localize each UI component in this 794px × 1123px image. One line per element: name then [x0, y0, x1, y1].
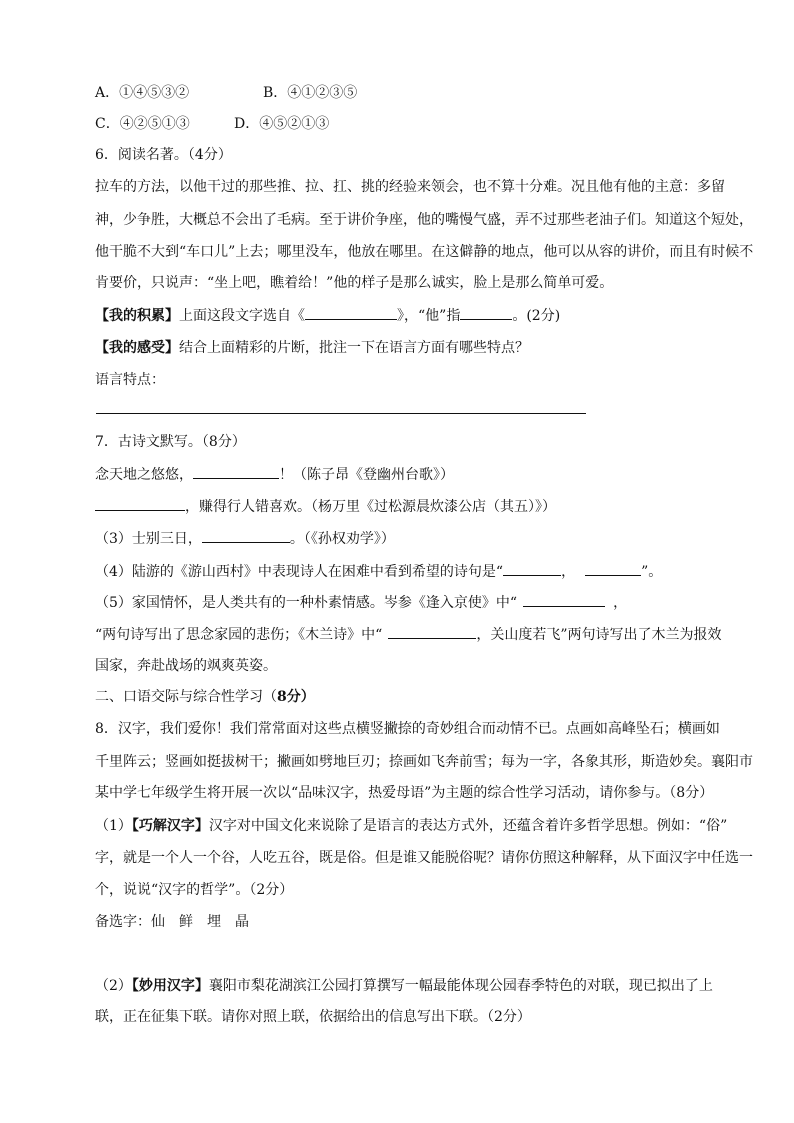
q7-item-5-comma: ，: [613, 595, 628, 611]
q7-item-1-suffix: ！（陈子昂《登幽州台歌》）: [279, 467, 454, 483]
option-d: D．④⑤②①③: [234, 116, 330, 132]
q6-passage-line-4: 肯要价，只说声：“坐上吧，瞧着给！”他的样子是那么诚实，脸上是那么简单可爱。: [95, 275, 614, 291]
q8-sub-1-line-3: 个，说说“汉字的哲学”。（2分）: [95, 882, 294, 898]
section-2-title: [95, 687, 315, 707]
accumulation-tag: 【我的积累】: [95, 308, 179, 324]
option-b: B．④①②③⑤: [263, 85, 358, 101]
q8-sub-2-tag: 【妙用汉字】: [131, 978, 209, 994]
q6-accumulation: [95, 305, 560, 326]
q7-item-6-suffix: ，关山度若飞”两句诗写出了木兰为报效: [476, 627, 722, 643]
q7-blank-5a[interactable]: [523, 592, 605, 607]
q8-sub-1: [95, 816, 727, 836]
q7-title: 7．古诗文默写。（8分）: [95, 434, 246, 450]
q7-item-5-prefix: （5）家国情怀，是人类共有的一种朴素情感。岑参《逢入京使》中“: [95, 595, 518, 611]
section-2-title-text: 二、口语交际与综合性学习（: [95, 689, 277, 705]
accumulation-text-3: 。(2分): [512, 308, 561, 324]
q8-sub-1-line-2: 字，就是一个人一个谷，人吃五谷，既是俗。但是谁又能脱俗呢？请你仿照这种解释，从下面汉字中任选一: [95, 850, 753, 866]
q7-item-1: [95, 464, 454, 485]
q7-item-4-prefix: （4）陆游的《游山西村》中表现诗人在困难中看到希望的诗句是“: [95, 564, 504, 580]
q6-passage-line-2: 神，少争胜，大概总不会出了毛病。至于讲价争座，他的嘴慢气盛，弄不过那些老油子们。知道这个短处，: [95, 212, 753, 228]
q7-item-3-suffix: 。（《孙权劝学》）: [289, 531, 395, 547]
q7-item-4: [95, 561, 662, 582]
q8-intro-line-2: 千里阵云；竖画如挺拔树干；撇画如劈地巨刃；捺画如飞奔前雪；每为一字，各象其形，斯造妙矣。襄阳市: [95, 754, 753, 770]
accumulation-text-1: 上面这段文字选自《: [179, 308, 305, 324]
feeling-tag: 【我的感受】: [95, 340, 179, 356]
q7-blank-3[interactable]: [202, 528, 290, 543]
section-2-title-score: 8分）: [277, 689, 315, 705]
candidate-list: 仙 鲜 埋 晶: [151, 914, 249, 930]
q7-blank-2[interactable]: [95, 496, 185, 511]
q8-sub-2-text: 襄阳市梨花湖滨江公园打算撰写一幅最能体现公园春季特色的对联，现已拟出了上: [208, 978, 713, 994]
q7-blank-1[interactable]: [193, 464, 279, 479]
q8-sub-2: [95, 976, 713, 996]
q7-item-5-cont: [95, 624, 721, 645]
language-feature-answer-line[interactable]: [96, 413, 586, 414]
accumulation-text-2: 》，“他”指: [397, 308, 461, 324]
q8-sub-1-tag: 【巧解汉字】: [131, 818, 209, 834]
q8-intro-line-3: 某中学七年级学生将开展一次以“品味汉字，热爱母语”为主题的综合性学习活动，请你参与。（8分）: [95, 785, 714, 801]
book-title-blank[interactable]: [305, 305, 397, 320]
q7-blank-4b[interactable]: [585, 561, 641, 576]
q7-item-5: [95, 592, 627, 613]
q8-intro-line-1: 8．汉字，我们爱你！我们常常面对这些点横竖撇捺的奇妙组合而动情不已。点画如高峰坠石；横画如: [95, 721, 720, 737]
q7-item-3: [95, 528, 395, 549]
language-feature-label: 语言特点：: [95, 372, 165, 388]
q7-item-4-suffix: ”。: [641, 564, 663, 580]
option-a: A．①④⑤③②: [95, 85, 190, 101]
candidate-label: 备选字：: [95, 914, 151, 930]
q6-passage-line-3: 他干脆不大到“车口儿”上去；哪里没车，他放在哪里。在这僻静的地点，他可以从容的讲价，而且有时候不: [95, 244, 754, 260]
candidate-characters: [95, 912, 249, 932]
q7-item-2-text: ，赚得行人错喜欢。（杨万里《过松源晨炊漆公店（其五）》）: [185, 499, 556, 515]
he-refers-blank[interactable]: [460, 305, 512, 320]
q6-feeling: [95, 338, 529, 358]
q8-sub-2-line-2: 联，正在征集下联。请你对照上联，依据给出的信息写出下联。（2分）: [95, 1009, 531, 1025]
feeling-text: 结合上面精彩的片断，批注一下在语言方面有哪些特点？: [179, 340, 529, 356]
q7-item-1-prefix: 念天地之悠悠，: [95, 467, 193, 483]
q6-title: 6．阅读名著。（4分）: [95, 147, 232, 163]
q7-item-2: [95, 496, 556, 517]
q7-item-5-end: 国家，奔赴战场的飒爽英姿。: [95, 658, 277, 674]
q7-item-6-prefix: “两句诗写出了思念家园的悲伤；《木兰诗》中“: [95, 627, 383, 643]
q8-sub-2-number: （2）: [95, 978, 132, 994]
q7-item-3-prefix: （3）士别三日，: [95, 531, 202, 547]
q8-sub-1-text: 汉字对中国文化来说除了是语言的表达方式外，还蕴含着许多哲学思想。例如：“俗”: [208, 818, 728, 834]
option-c: C．④②⑤①③: [95, 116, 190, 132]
q7-blank-4a[interactable]: [503, 561, 561, 576]
q6-passage-line-1: 拉车的方法，以他干过的那些推、拉、扛、挑的经验来领会，也不算十分难。况且他有他的主意：多留: [95, 179, 725, 195]
q7-item-4-comma: ，: [561, 564, 576, 580]
q7-blank-5b[interactable]: [388, 624, 476, 639]
q8-sub-1-number: （1）: [95, 818, 132, 834]
